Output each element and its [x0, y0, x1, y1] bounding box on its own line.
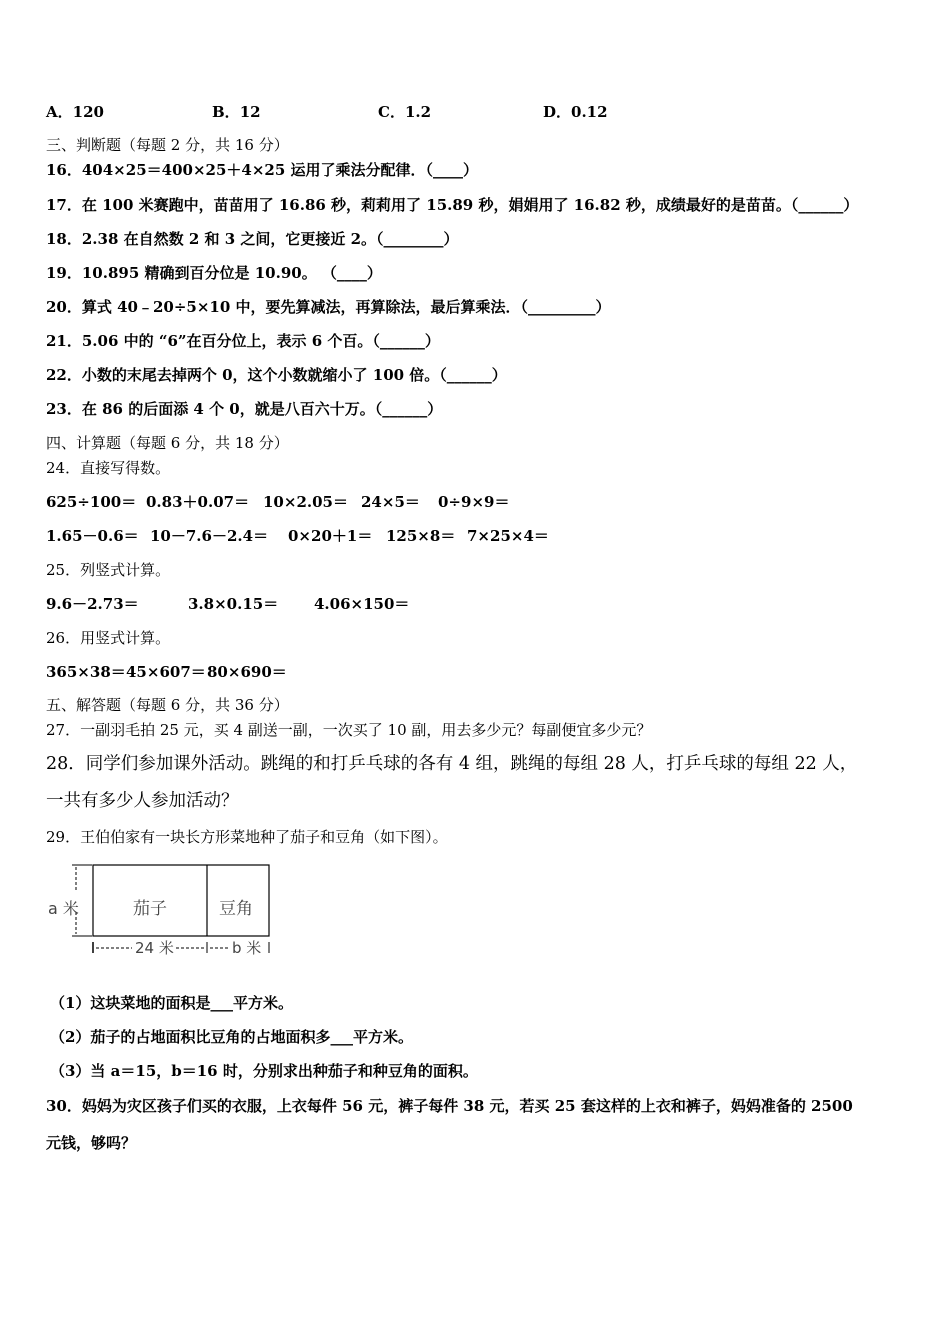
question-28-line-2: 一共有多少人参加活动？	[46, 791, 239, 811]
question-19: 19．10.895 精确到百分位是 10.90。 （____）	[46, 264, 382, 282]
calc-item: 80×690＝	[207, 663, 287, 681]
option-d: D．0.12	[543, 103, 608, 121]
calc-item: 10－7.6－2.4＝	[150, 527, 269, 545]
calc-item: 10×2.05＝	[263, 493, 348, 511]
option-a: A．120	[46, 103, 104, 121]
question-23: 23．在 86 的后面添 4 个 0，就是八百六十万。（______）	[46, 400, 443, 418]
question-29-title: 29．王伯伯家有一块长方形菜地种了茄子和豆角（如下图）。	[46, 828, 448, 846]
question-18: 18．2.38 在自然数 2 和 3 之间，它更接近 2。（________）	[46, 230, 459, 248]
calc-item: 9.6－2.73＝	[46, 595, 139, 613]
calc-item: 0×20＋1＝	[288, 527, 373, 545]
calc-item: 3.8×0.15＝	[188, 595, 279, 613]
question-22: 22．小数的末尾去掉两个 0，这个小数就缩小了 100 倍。（______）	[46, 366, 507, 384]
calc-item: 0.83＋0.07＝	[146, 493, 250, 511]
side-label: a 米	[48, 899, 79, 918]
question-17: 17．在 100 米赛跑中，苗苗用了 16.86 秒，莉莉用了 15.89 秒，娟娟用了 16.82 秒，成绩最好的是苗苗。（______）	[46, 196, 859, 214]
calc-item: 7×25×4＝	[467, 527, 549, 545]
left-plot-label: 茄子	[133, 899, 167, 919]
question-29-sub-1: （1）这块菜地的面积是___平方米。	[50, 994, 293, 1012]
calc-item: 1.65－0.6＝	[46, 527, 139, 545]
question-25-title: 25．列竖式计算。	[46, 561, 171, 579]
bottom-left-label: 24 米	[135, 939, 174, 957]
calc-item: 4.06×150＝	[314, 595, 410, 613]
field-diagram	[46, 856, 286, 966]
calc-item: 625÷100＝	[46, 493, 137, 511]
question-20: 20．算式 40﹣20÷5×10 中，要先算减法，再算除法，最后算乘法．（_________）	[46, 298, 611, 316]
question-26-title: 26．用竖式计算。	[46, 629, 171, 647]
question-24-title: 24．直接写得数。	[46, 459, 171, 477]
bottom-right-label: b 米	[232, 939, 262, 957]
calc-item: 45×607＝	[126, 663, 206, 681]
question-30-line-1: 30．妈妈为灾区孩子们买的衣服，上衣每件 56 元，裤子每件 38 元，若买 25 套这样的上衣和裤子，妈妈准备的 2500	[46, 1097, 853, 1115]
option-b: B．12	[212, 103, 261, 121]
question-29-sub-3: （3）当 a＝15，b＝16 时，分别求出种茄子和种豆角的面积。	[50, 1062, 478, 1080]
question-27: 27．一副羽毛拍 25 元，买 4 副送一副，一次买了 10 副，用去多少元？每副便宜多少元？	[46, 721, 652, 739]
question-30-line-2: 元钱，够吗？	[46, 1134, 137, 1152]
question-28-line-1: 28．同学们参加课外活动。跳绳的和打乒乓球的各有 4 组，跳绳的每组 28 人，打乒乓球的每组 22 人，	[46, 754, 858, 774]
option-c: C．1.2	[378, 103, 432, 121]
question-21: 21．5.06 中的 “6”在百分位上，表示 6 个百。（______）	[46, 332, 440, 350]
calc-item: 0÷9×9＝	[438, 493, 510, 511]
section-3-heading: 三、判断题（每题 2 分，共 16 分）	[46, 136, 289, 154]
calc-item: 24×5＝	[361, 493, 420, 511]
section-5-heading: 五、解答题（每题 6 分，共 36 分）	[46, 696, 289, 714]
calc-item: 365×38＝	[46, 663, 126, 681]
section-4-heading: 四、计算题（每题 6 分，共 18 分）	[46, 434, 289, 452]
right-plot-label: 豆角	[219, 899, 253, 919]
calc-item: 125×8＝	[386, 527, 456, 545]
question-29-sub-2: （2）茄子的占地面积比豆角的占地面积多___平方米。	[50, 1028, 413, 1046]
question-16: 16．404×25＝400×25＋4×25 运用了乘法分配律．（____）	[46, 161, 478, 179]
